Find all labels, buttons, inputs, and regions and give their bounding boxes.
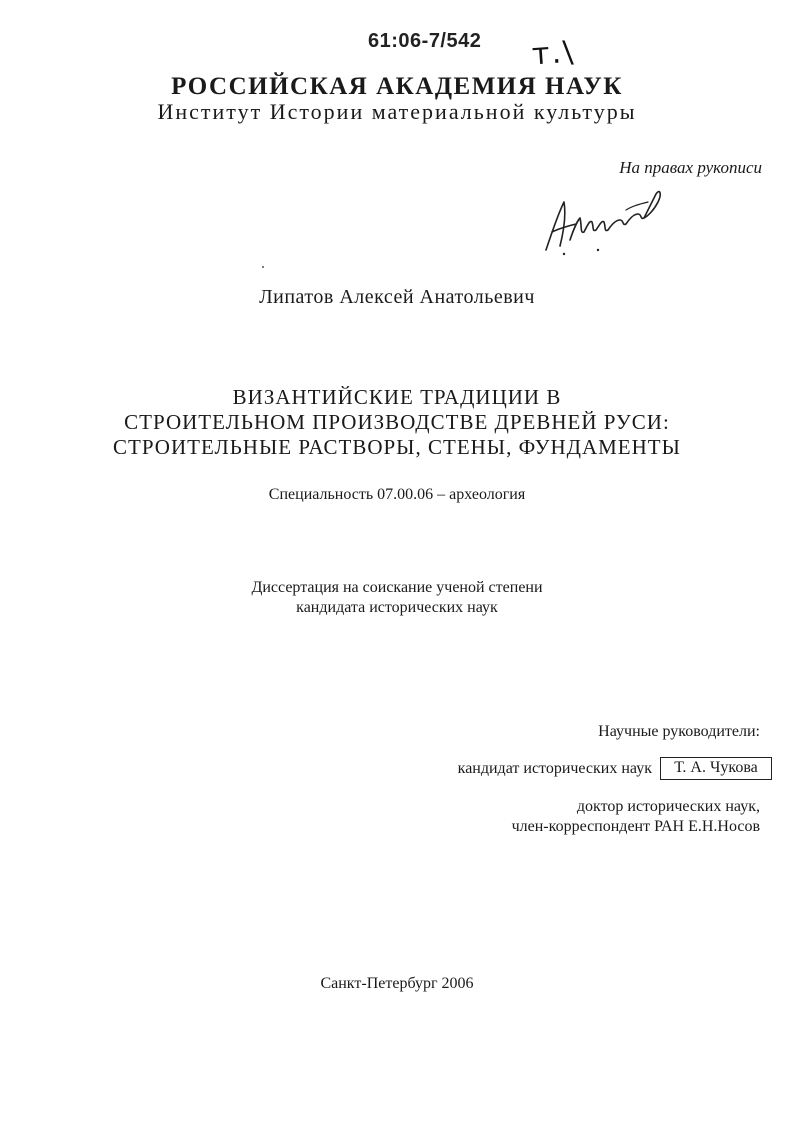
degree-line-2: кандидата исторических наук [296,599,498,616]
scan-speck [262,266,264,268]
supervisor-first-degree: кандидат исторических наук [457,759,652,777]
supervisor-first-name-box: Т. А. Чукова [660,757,772,780]
degree-line-1: Диссертация на соискание ученой степени [251,579,543,596]
dissertation-title [0,385,794,460]
city-year: Санкт-Петербург 2006 [320,975,474,992]
handwritten-mark: т.\ [530,34,577,73]
supervisors-label: Научные руководители: [598,723,760,740]
specialty-line: Специальность 07.00.06 – археология [268,486,526,503]
author-name: Липатов Алексей Анатольевич [259,286,535,308]
supervisor-second-name: член-корреспондент РАН Е.Н.Носов [511,818,760,835]
academy-heading: РОССИЙСКАЯ АКАДЕМИЯ НАУК [171,73,623,100]
author-signature [538,180,668,260]
supervisor-second-degree: доктор исторических наук, [576,798,760,815]
degree-statement [0,578,794,618]
rights-note: На правах рукописи [619,158,762,177]
supervisor-first [360,757,772,780]
archive-stamp-code: 61:06-7/542 [368,30,482,52]
title-line-2: СТРОИТЕЛЬНОМ ПРОИЗВОДСТВЕ ДРЕВНЕЙ РУСИ: [124,410,670,434]
institute-heading: Институт Истории материальной культуры [157,99,637,124]
title-line-1: ВИЗАНТИЙСКИЕ ТРАДИЦИИ В [232,385,562,409]
title-line-3: СТРОИТЕЛЬНЫЕ РАСТВОРЫ, СТЕНЫ, ФУНДАМЕНТЫ [113,435,681,459]
supervisor-second [400,797,760,837]
